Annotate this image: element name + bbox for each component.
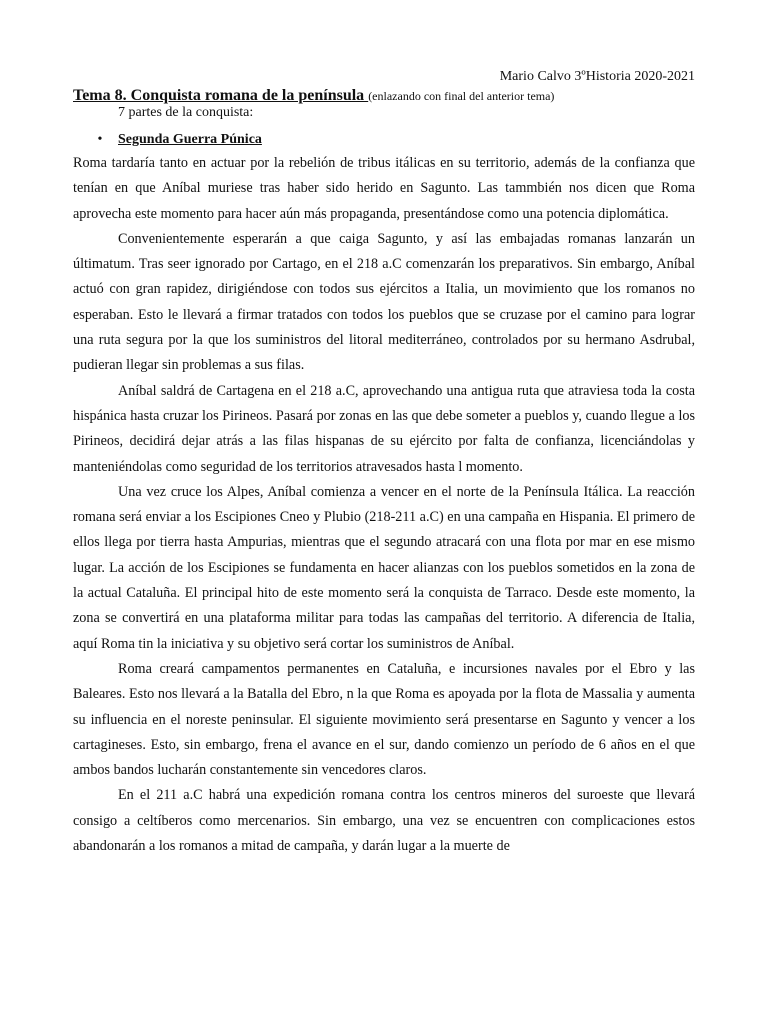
body-text bbox=[73, 151, 695, 859]
paragraph: Roma creará campamentos permanentes en Cataluña, e incursiones navales por el Ebro y las Baleares. Esto nos llevará a la Batalla del Ebro, n la que Roma es apoyada por la flota de Massalia y aumenta su influencia en el noreste peninsular. El siguiente movimiento será presentarse en Sagunto y vencer a los cartagineses. Esto, sin embargo, frena el avance en el sur, dando comienzo un período de 6 años en el que ambos bandos lucharán constantemente sin vencedores claros. bbox=[73, 660, 695, 779]
document-title: Tema 8. Conquista romana de la península bbox=[73, 87, 369, 104]
paragraph: Roma tardaría tanto en actuar por la rebelión de tribus itálicas en su territorio, además de la confianza que tenían en que Aníbal muriese tras haber sido herido en Sagunto. Las tammbién nos dicen que Roma aprovecha este momento para hacer aún más propaganda, presentándose como una potencia diplomática. bbox=[73, 155, 695, 222]
section-heading-text: Segunda Guerra Púnica bbox=[118, 132, 262, 147]
paragraph: Una vez cruce los Alpes, Aníbal comienza a vencer en el norte de la Península Itálica. La reacción romana será enviar a los Escipiones Cneo y Plubio (218-211 a.C) en una campaña en Hispania. El primero de ellos llega por tierra hasta Ampurias, mientras que el segundo atracará con una flota por mar en ese mismo lugar. La acción de los Escipiones se fundamenta en hacer alianzas con los pueblos sometidos en la zona de la actual Cataluña. El principal hito de este momento será la conquista de Tarraco. Desde este momento, la zona se convertirá en una plataforma militar para todas las campañas del territorio. A diferencia de Italia, aquí Roma tin la iniciativa y su objetivo será cortar los suministros de Aníbal. bbox=[73, 483, 695, 652]
intro-line: 7 partes de la conquista: bbox=[118, 105, 254, 120]
section-heading bbox=[73, 130, 695, 150]
paragraph: En el 211 a.C habrá una expedición romana contra los centros mineros del suroeste que llevará consigo a celtíberos como mercenarios. Sin embargo, una vez se encuentren con complicaciones estos abandonarán a los romanos a mitad de campaña, y darán lugar a la muerte de bbox=[73, 787, 695, 855]
paragraph: Aníbal saldrá de Cartagena en el 218 a.C, aprovechando una antigua ruta que atraviesa toda la costa hispánica hasta cruzar los Pirineos. Pasará por zonas en las que debe someter a pueblos y, cuando llegue a los Pirineos, decidirá dejar atrás a las filas hispanas de su ejército por falta de confianza, licenciándolas y manteniéndolas como seguridad de los territorios atravesados hasta l momento. bbox=[73, 382, 695, 475]
bullet-icon: • bbox=[97, 132, 103, 147]
paragraph: Convenientemente esperarán a que caiga Sagunto, y así las embajadas romanas lanzarán un últimatum. Tras seer ignorado por Cartago, en el 218 a.C comenzarán los preparativos. Sin embargo, Aníbal actuó con gran rapidez, dirigiéndose con todos sus ejércitos a Italia, un movimiento que los romanos no esperaban. Esto le llevará a firmar tratados con todos los pueblos que se cruzase por el camino para lograr una ruta segura por la que los suministros del litoral mediterráneo, controlados por su hermano Asdrubal, pudieran llegar sin problemas a sus filas. bbox=[73, 230, 695, 374]
header-author: Mario Calvo 3ºHistoria 2020-2021 bbox=[499, 69, 695, 84]
document-subtitle: (enlazando con final del anterior tema) bbox=[368, 89, 555, 103]
title-line bbox=[73, 86, 713, 106]
